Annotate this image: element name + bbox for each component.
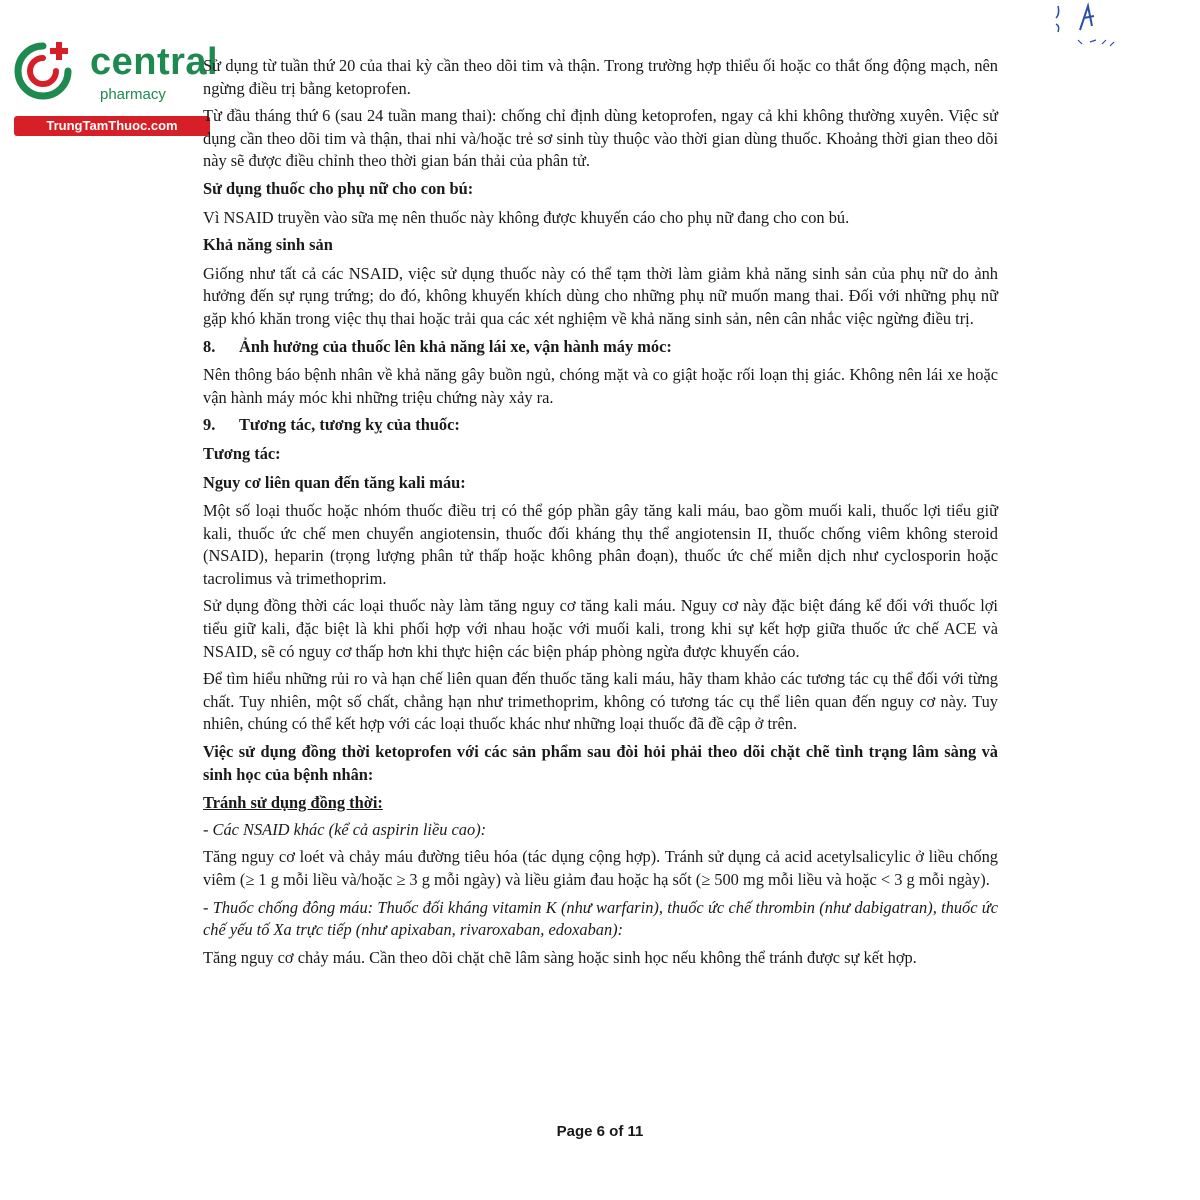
paragraph-nsaids: Tăng nguy cơ loét và chảy máu đường tiêu hóa (tác dụng cộng hợp). Tránh sử dụng cả acid acetylsalicylic ở liều chống viêm (≥ 1 g mỗi liều và/hoặc ≥ 3 g mỗi ngày) và liều giảm đau hoặc hạ sốt (≥ 500 mg mỗi liều và hoặc < 3 g mỗi ngày). [203,847,998,889]
logo-sub-text: pharmacy [100,86,166,103]
heading-hyperkalemia: Nguy cơ liên quan đến tăng kali máu: [203,472,466,492]
section-8-number: 8. [203,336,216,356]
logo-brand-text: central [90,41,219,83]
section-8-heading [203,336,998,359]
paragraph-driving: Nên thông báo bệnh nhân về khả năng gây buồn ngủ, chóng mặt và co giật hoặc rối loạn thị giác. Không nên lái xe hoặc vận hành máy móc khi những triệu chứng này xảy ra. [203,365,998,407]
document-body [203,55,998,974]
heading-fertility: Khả năng sinh sản [203,235,333,255]
paragraph-pregnancy-month6: Từ đầu tháng thứ 6 (sau 24 tuần mang thai): chống chỉ định dùng ketoprofen, ngay cả khi không thường xuyên. Việc sử dụng cần theo dõi tim và thận, thai nhi và/hoặc trẻ sơ sinh tùy thuộc vào thời gian dùng thuốc. Khoảng thời gian theo dõi này sẽ được điều chỉnh theo thời gian bán thải của phân tử. [203,106,998,171]
paragraph-hyperkalemia-drugs: Một số loại thuốc hoặc nhóm thuốc điều trị có thể góp phần gây tăng kali máu, bao gồm muối kali, thuốc lợi tiểu giữ kali, thuốc ức chế men chuyển angiotensin, thuốc đối kháng thụ thể angiotensin II, thuốc chống viêm không steroid (NSAID), heparin (trọng lượng phân tử thấp hoặc không phân đoạn), thuốc ức chế miễn dịch như cyclosporin hoặc tacrolimus và trimethoprim. [203,501,998,588]
section-9-title: Tương tác, tương kỵ của thuốc: [239,415,460,435]
item-other-nsaids: - Các NSAID khác (kể cả aspirin liều cao): [203,819,487,839]
item-anticoagulants: - Thuốc chống đông máu: Thuốc đối kháng vitamin K (như warfarin), thuốc ức chế thrombin (như dabigatran), thuốc ức chế yếu tố Xa trực tiếp (như apixaban, rivaroxaban, edoxaban): [203,897,998,940]
paragraph-breastfeeding: Vì NSAID truyền vào sữa mẹ nên thuốc này không được khuyến cáo cho phụ nữ đang cho con bú. [203,207,850,227]
paragraph-anticoagulants: Tăng nguy cơ chảy máu. Cần theo dõi chặt chẽ lâm sàng hoặc sinh học nếu không thể tránh được sự kết hợp. [203,947,917,967]
page-number: Page 6 of 11 [556,1123,644,1140]
paragraph-pregnancy-week20: Sử dụng từ tuần thứ 20 của thai kỳ cần theo dõi tim và thận. Trong trường hợp thiểu ối hoặc co thắt ống động mạch, nên ngừng điều trị bằng ketoprofen. [203,56,998,98]
logo-url-banner[interactable]: TrungTamThuoc.com [14,116,210,136]
heading-interactions: Tương tác: [203,443,281,463]
paragraph-hyperkalemia-reference: Để tìm hiểu những rủi ro và hạn chế liên quan đến thuốc tăng kali máu, hãy tham khảo các tương tác cụ thể đối với từng chất. Tuy nhiên, một số chất, chẳng hạn như trimethoprim, không có tương tác cụ thể liên quan đến nguy cơ này. Tuy nhiên, chúng có thể kết hợp với các loại thuốc khác như những loại thuốc đã đề cập ở trên. [203,669,998,734]
heading-monitoring: Việc sử dụng đồng thời ketoprofen với các sản phẩm sau đòi hỏi phải theo dõi chặt chẽ tình trạng lâm sàng và sinh học của bệnh nhân: [203,742,998,784]
section-8-title: Ảnh hưởng của thuốc lên khả năng lái xe, vận hành máy móc: [239,336,672,356]
paragraph-fertility: Giống như tất cả các NSAID, việc sử dụng thuốc này có thể tạm thời làm giảm khả năng sinh sản của phụ nữ do ảnh hưởng đến sự rụng trứng; do đó, không khuyến khích dùng cho những phụ nữ muốn mang thai. Đối với những phụ nữ gặp khó khăn trong việc thụ thai hoặc trải qua các xét nghiệm về khả năng sinh sản, nên cân nhắc việc ngừng điều trị. [203,263,998,328]
section-9-heading [203,414,998,437]
central-pharmacy-logo[interactable] [10,40,219,135]
section-9-number: 9. [203,415,216,435]
handwritten-mark-icon [1050,0,1120,52]
heading-breastfeeding: Sử dụng thuốc cho phụ nữ cho con bú: [203,178,474,198]
heading-avoid-concomitant: Tránh sử dụng đồng thời: [203,793,383,813]
logo-cross-icon [12,40,74,102]
paragraph-hyperkalemia-risk: Sử dụng đồng thời các loại thuốc này làm tăng nguy cơ tăng kali máu. Nguy cơ này đặc biệt đáng kể đối với thuốc lợi tiểu giữ kali, đặc biệt là khi phối hợp với nhau hoặc với muối kali, trong khi sự kết hợp giữa thuốc ức chế ACE và NSAID, sẽ có nguy cơ thấp hơn khi thực hiện các biện pháp phòng ngừa được khuyến cáo. [203,596,998,661]
